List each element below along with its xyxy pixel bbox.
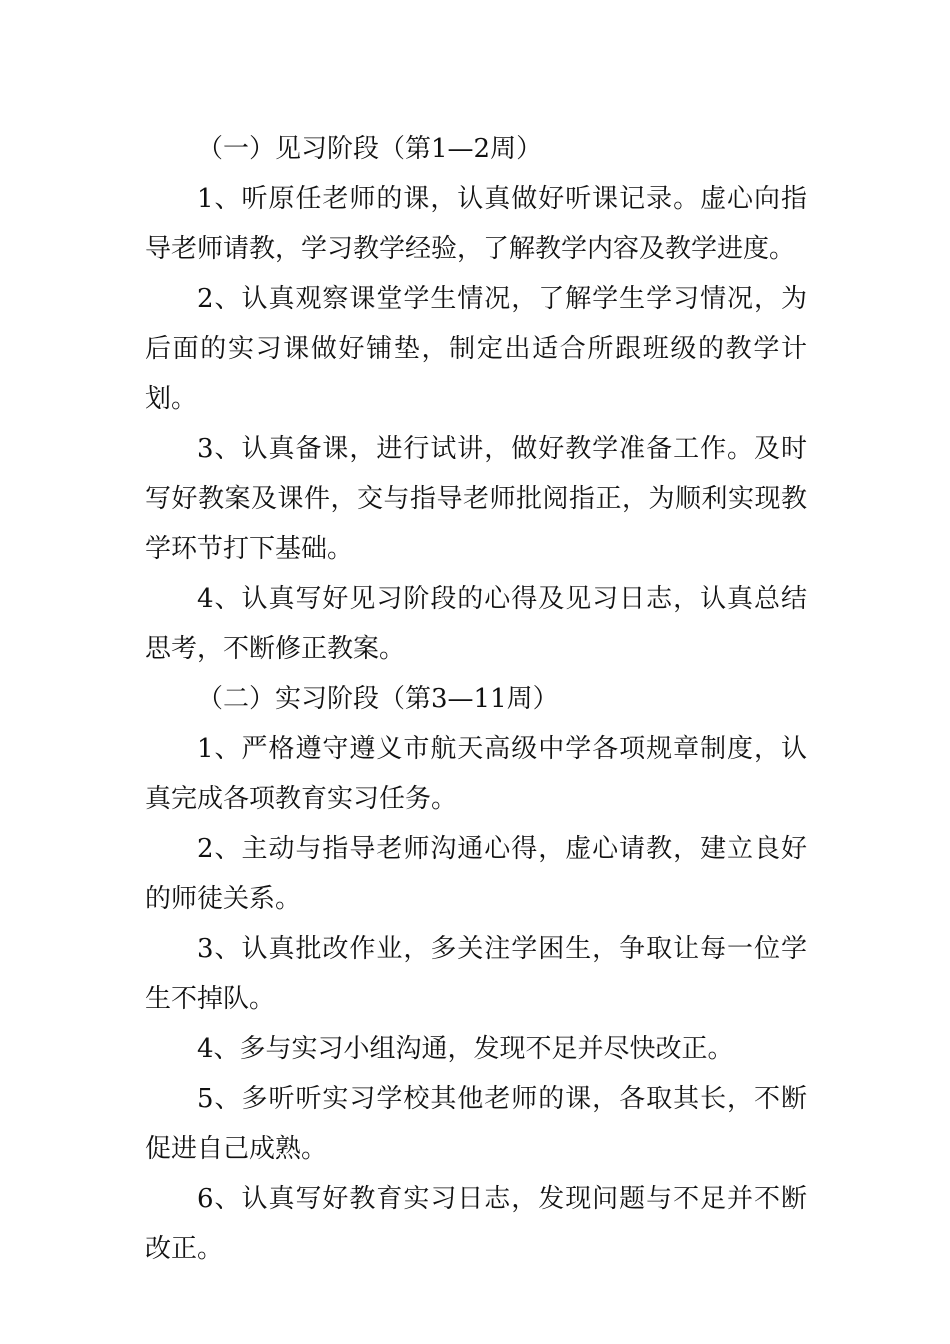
- paragraph-observation-1: 1、听原任老师的课，认真做好听课记录。虚心向指导老师请教，学习教学经验，了解教学内容及教学进度。: [145, 184, 807, 264]
- paragraph-internship-4: 4、多与实习小组沟通，发现不足并尽快改正。: [197, 1034, 734, 1064]
- paragraph-internship-3: 3、认真批改作业，多关注学困生，争取让每一位学生不掉队。: [145, 934, 807, 1014]
- section-heading-observation: （一）见习阶段（第1—2周）: [197, 134, 543, 164]
- section-heading-internship: （二）实习阶段（第3—11周）: [197, 684, 559, 714]
- paragraph-observation-2: 2、认真观察课堂学生情况，了解学生学习情况，为后面的实习课做好铺垫，制定出适合所跟班级的教学计划。: [145, 284, 807, 414]
- document-body: [145, 124, 807, 1274]
- paragraph-internship-6: 6、认真写好教育实习日志，发现问题与不足并不断改正。: [145, 1184, 807, 1264]
- paragraph-observation-3: 3、认真备课，进行试讲，做好教学准备工作。及时写好教案及课件，交与指导老师批阅指正，为顺利实现教学环节打下基础。: [145, 434, 807, 564]
- paragraph-internship-5: 5、多听听实习学校其他老师的课，各取其长，不断促进自己成熟。: [145, 1084, 807, 1164]
- paragraph-observation-4: 4、认真写好见习阶段的心得及见习日志，认真总结思考，不断修正教案。: [145, 584, 807, 664]
- paragraph-internship-2: 2、主动与指导老师沟通心得，虚心请教，建立良好的师徒关系。: [145, 834, 807, 914]
- paragraph-internship-1: 1、严格遵守遵义市航天高级中学各项规章制度，认真完成各项教育实习任务。: [145, 734, 807, 814]
